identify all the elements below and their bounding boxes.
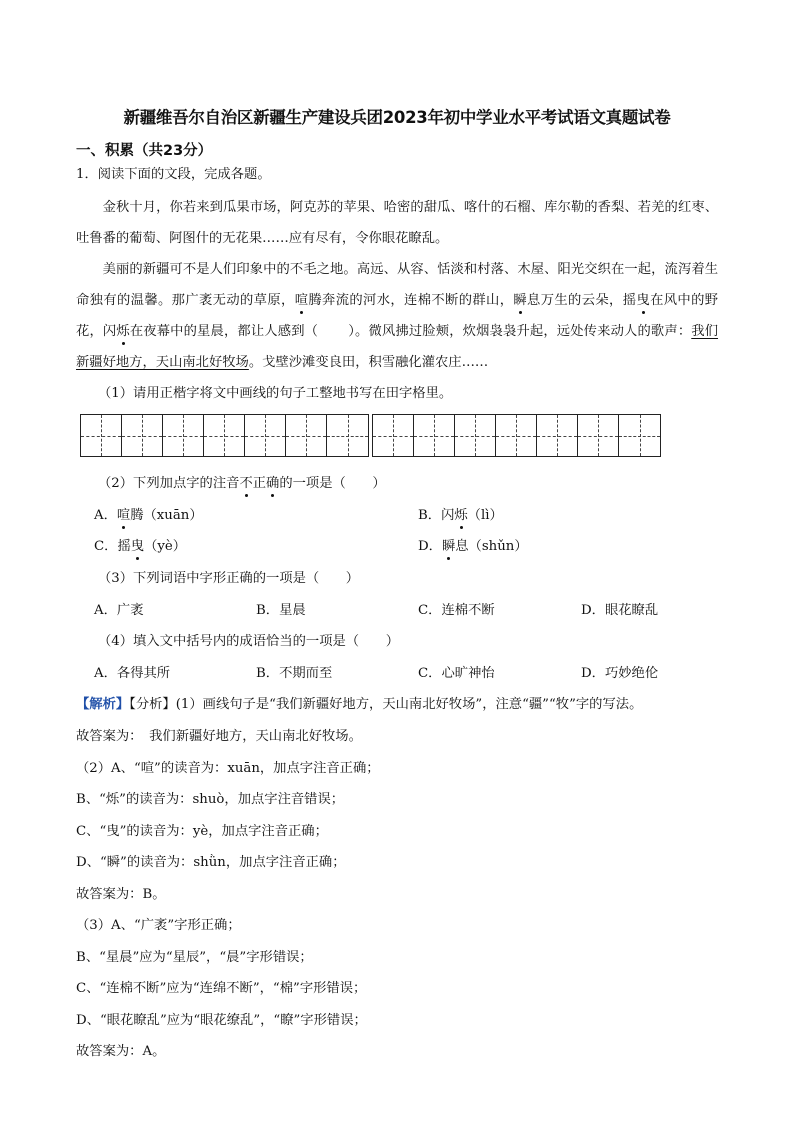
analysis-text: 【分析】(1）画线句子是“我们新疆好地方，天山南北好牧场”，注意“疆”“牧”字的写法。 <box>129 697 643 712</box>
analysis-line-11: D、“眼花瞭乱”应为“眼花缭乱”，“瞭”字形错误； <box>76 1013 367 1028</box>
grid-cell[interactable] <box>327 415 368 456</box>
passage-text: 息万生的云朵，摇 <box>527 293 637 308</box>
option-3d[interactable]: D．眼花瞭乱 <box>581 603 659 618</box>
option-label: D． <box>418 539 442 554</box>
option-2c[interactable] <box>94 538 186 556</box>
dotted-char: 曳 <box>130 539 145 554</box>
passage-paragraph-1: 金秋十月，你若来到瓜果市场，阿克苏的苹果、哈密的甜瓜、喀什的石榴、库尔勒的香梨、若羌的红枣、吐鲁番的葡萄、阿图什的无花果……应有尽有，令你眼花瞭乱。 <box>76 200 718 246</box>
dotted-char: 烁 <box>116 324 130 339</box>
dotted-char: 不 <box>239 476 253 491</box>
passage-paragraph-2 <box>76 254 718 378</box>
section-heading: 一、积累（共23分） <box>76 143 213 159</box>
grid-cell[interactable] <box>619 415 660 456</box>
grid-cell[interactable] <box>204 415 245 456</box>
option-3c[interactable]: C．连棉不断 <box>418 603 495 618</box>
option-4c[interactable]: C．心旷神怡 <box>418 666 495 681</box>
writing-grid-left[interactable] <box>80 414 369 457</box>
sub-question-4-stem: （4）填入文中括号内的成语恰当的一项是（ ） <box>98 634 399 649</box>
passage-text: 美丽的新疆可不是人们印象中的不毛之地。高远、从容、恬淡和村落、木屋、阳光交织在一起，流泻着生命独有的温馨。那广袤无动的草原， <box>76 262 718 308</box>
option-label: B．闪 <box>418 508 455 523</box>
grid-cell[interactable] <box>373 415 414 456</box>
dotted-char: 确 <box>266 476 280 491</box>
option-text: （lì） <box>467 508 503 523</box>
dotted-char: 瞬 <box>441 539 456 554</box>
option-text: 息（shǔn） <box>455 539 528 554</box>
grid-cell[interactable] <box>245 415 286 456</box>
analysis-line-3: （2）A、“喧”的读音为：xuān，加点字注音正确； <box>76 761 380 776</box>
analysis-tag: 【解析】 <box>76 697 130 712</box>
option-4d[interactable]: D．巧妙绝伦 <box>581 666 659 681</box>
passage-text: 腾奔流的河水，连棉不断的群山， <box>308 293 514 308</box>
option-3b[interactable]: B．星晨 <box>256 603 306 618</box>
analysis-line-7: 故答案为：B。 <box>76 887 166 902</box>
grid-cell[interactable] <box>81 415 122 456</box>
sub-question-1: （1）请用正楷字将文中画线的句子工整地书写在田字格里。 <box>98 386 453 401</box>
option-label: C．摇 <box>94 539 131 554</box>
page-title: 新疆维吾尔自治区新疆生产建设兵团2023年初中学业水平考试语文真题试卷 <box>123 108 671 127</box>
analysis-line-8: （3）A、“广袤”字形正确； <box>76 918 241 933</box>
passage-text: 在风中的野花，闪 <box>76 293 719 339</box>
analysis-line-6: D、“瞬”的读音为：shǜn，加点字注音正确； <box>76 855 346 870</box>
analysis-line-4: B、“烁”的读音为：shuò，加点字注音错误； <box>76 792 345 807</box>
option-2b[interactable] <box>418 507 503 525</box>
option-4b[interactable]: B．不期而至 <box>256 666 333 681</box>
option-label: A． <box>94 508 117 523</box>
option-3a[interactable]: A．广袤 <box>94 603 144 618</box>
grid-cell[interactable] <box>286 415 327 456</box>
analysis-line-5: C、“曳”的读音为：yè，加点字注音正确； <box>76 824 328 839</box>
grid-cell[interactable] <box>455 415 496 456</box>
grid-cell[interactable] <box>163 415 204 456</box>
question-1-stem: 1．阅读下面的文段，完成各题。 <box>76 167 271 182</box>
analysis-line-1 <box>76 696 642 714</box>
grid-cell[interactable] <box>537 415 578 456</box>
grid-cell[interactable] <box>496 415 537 456</box>
passage-text: 在夜幕中的星晨，都让人感到（ <box>129 324 319 339</box>
analysis-line-12: 故答案为：A。 <box>76 1044 166 1059</box>
option-text: 腾（xuān） <box>130 508 203 523</box>
stem-text: 的一项是（ ） <box>279 476 386 491</box>
writing-grid-right[interactable] <box>372 414 661 457</box>
analysis-line-10: C、“连棉不断”应为“连绵不断”，“棉”字形错误； <box>76 981 367 996</box>
option-text: （yè） <box>144 539 187 554</box>
passage-text: 。戈壁沙滩变良田，积雪融化灌农庄…… <box>248 355 489 370</box>
grid-cell[interactable] <box>414 415 455 456</box>
underlined-sentence: 我们新疆好地方，天山南北好牧场 <box>76 324 719 370</box>
dotted-char: 喧 <box>116 508 131 523</box>
grid-cell[interactable] <box>122 415 163 456</box>
option-2a[interactable] <box>94 507 203 525</box>
analysis-line-9: B、“星晨”应为“星辰”，“晨”字形错误； <box>76 950 313 965</box>
grid-cell[interactable] <box>578 415 619 456</box>
stem-text: 正 <box>252 476 267 491</box>
stem-text: （2）下列加点字的注音 <box>98 476 240 491</box>
dotted-char: 瞬 <box>513 293 528 308</box>
dotted-char: 烁 <box>454 508 468 523</box>
option-2d[interactable] <box>418 538 528 556</box>
passage-text: ）。微风拂过脸颊，炊烟袅袅升起，远处传来动人的歌声： <box>348 324 692 339</box>
analysis-line-2: 故答案为： 我们新疆好地方，天山南北好牧场。 <box>76 729 362 744</box>
sub-question-2-stem <box>98 475 386 493</box>
dotted-char: 曳 <box>636 293 651 308</box>
sub-question-3-stem: （3）下列词语中字形正确的一项是（ ） <box>98 571 360 586</box>
dotted-char: 喧 <box>294 293 309 308</box>
option-4a[interactable]: A．各得其所 <box>94 666 171 681</box>
